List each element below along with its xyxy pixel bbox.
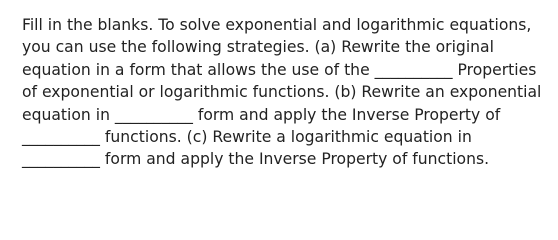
question-text: Fill in the blanks. To solve exponential and logarithmic equations, you can use the following strategies. (a) Rewrite the original equation in a form that allows the use of the __________ Properties of exponential or logarithmic functions. (b) Rewrite an exponential equation in __________ form and apply the Inverse Property of __________ functions. (c) Rewrite a logarithmic equation in __________ form and apply the Inverse Property of functions. bbox=[22, 16, 542, 169]
